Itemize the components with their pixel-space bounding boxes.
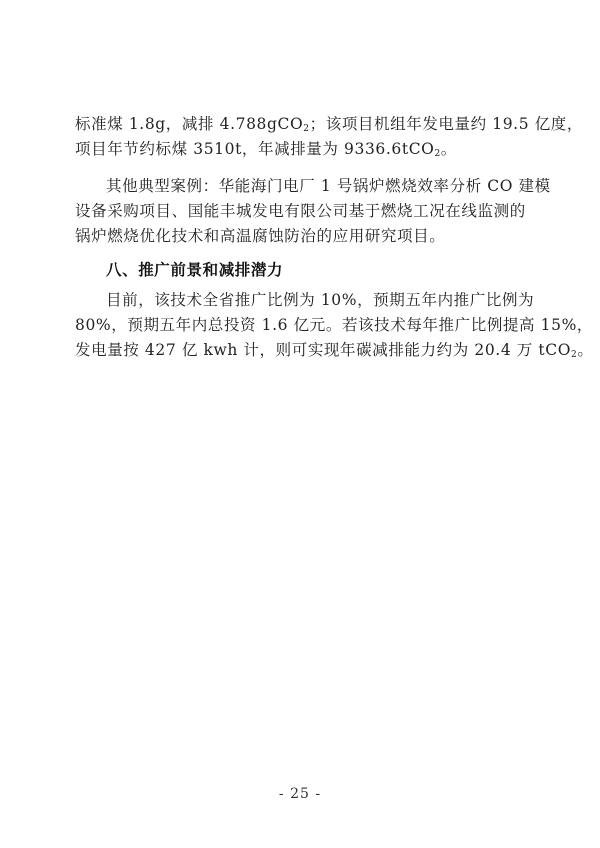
page-number: - 25 - xyxy=(278,786,322,802)
paragraph-line: 发电量按 427 亿 kwh 计，则可实现年碳减排能力约为 20.4 万 tCO$_2$。 xyxy=(75,341,594,360)
paragraph-line: 锅炉燃烧优化技术和高温腐蚀防治的应用研究项目。 xyxy=(75,227,446,245)
paragraph-line: 80%，预期五年内总投资 1.6 亿元。若该技术每年推广比例提高 15%， xyxy=(75,316,594,334)
paragraph-typical-cases xyxy=(75,174,551,249)
paragraph-line: 设备采购项目、国能丰城发电有限公司基于燃烧工况在线监测的 xyxy=(75,202,526,220)
paragraph-line: 标准煤 1.8g，减排 4.788gCO$_2$；该项目机组年发电量约 19.5 亿度， xyxy=(75,115,583,134)
paragraph-emission-data xyxy=(75,112,583,162)
paragraph-line: 目前，该技术全省推广比例为 10%，预期五年内推广比例为 xyxy=(106,291,535,309)
paragraph-promotion-prospects xyxy=(75,288,594,363)
paragraph-line: 其他典型案例：华能海门电厂 1 号锅炉燃烧效率分析 CO 建模 xyxy=(106,177,551,195)
section-heading: 八、推广前景和减排潜力 xyxy=(106,261,284,279)
paragraph-line: 项目年节约标煤 3510t，年减排量为 9336.6tCO$_2$。 xyxy=(75,140,457,159)
